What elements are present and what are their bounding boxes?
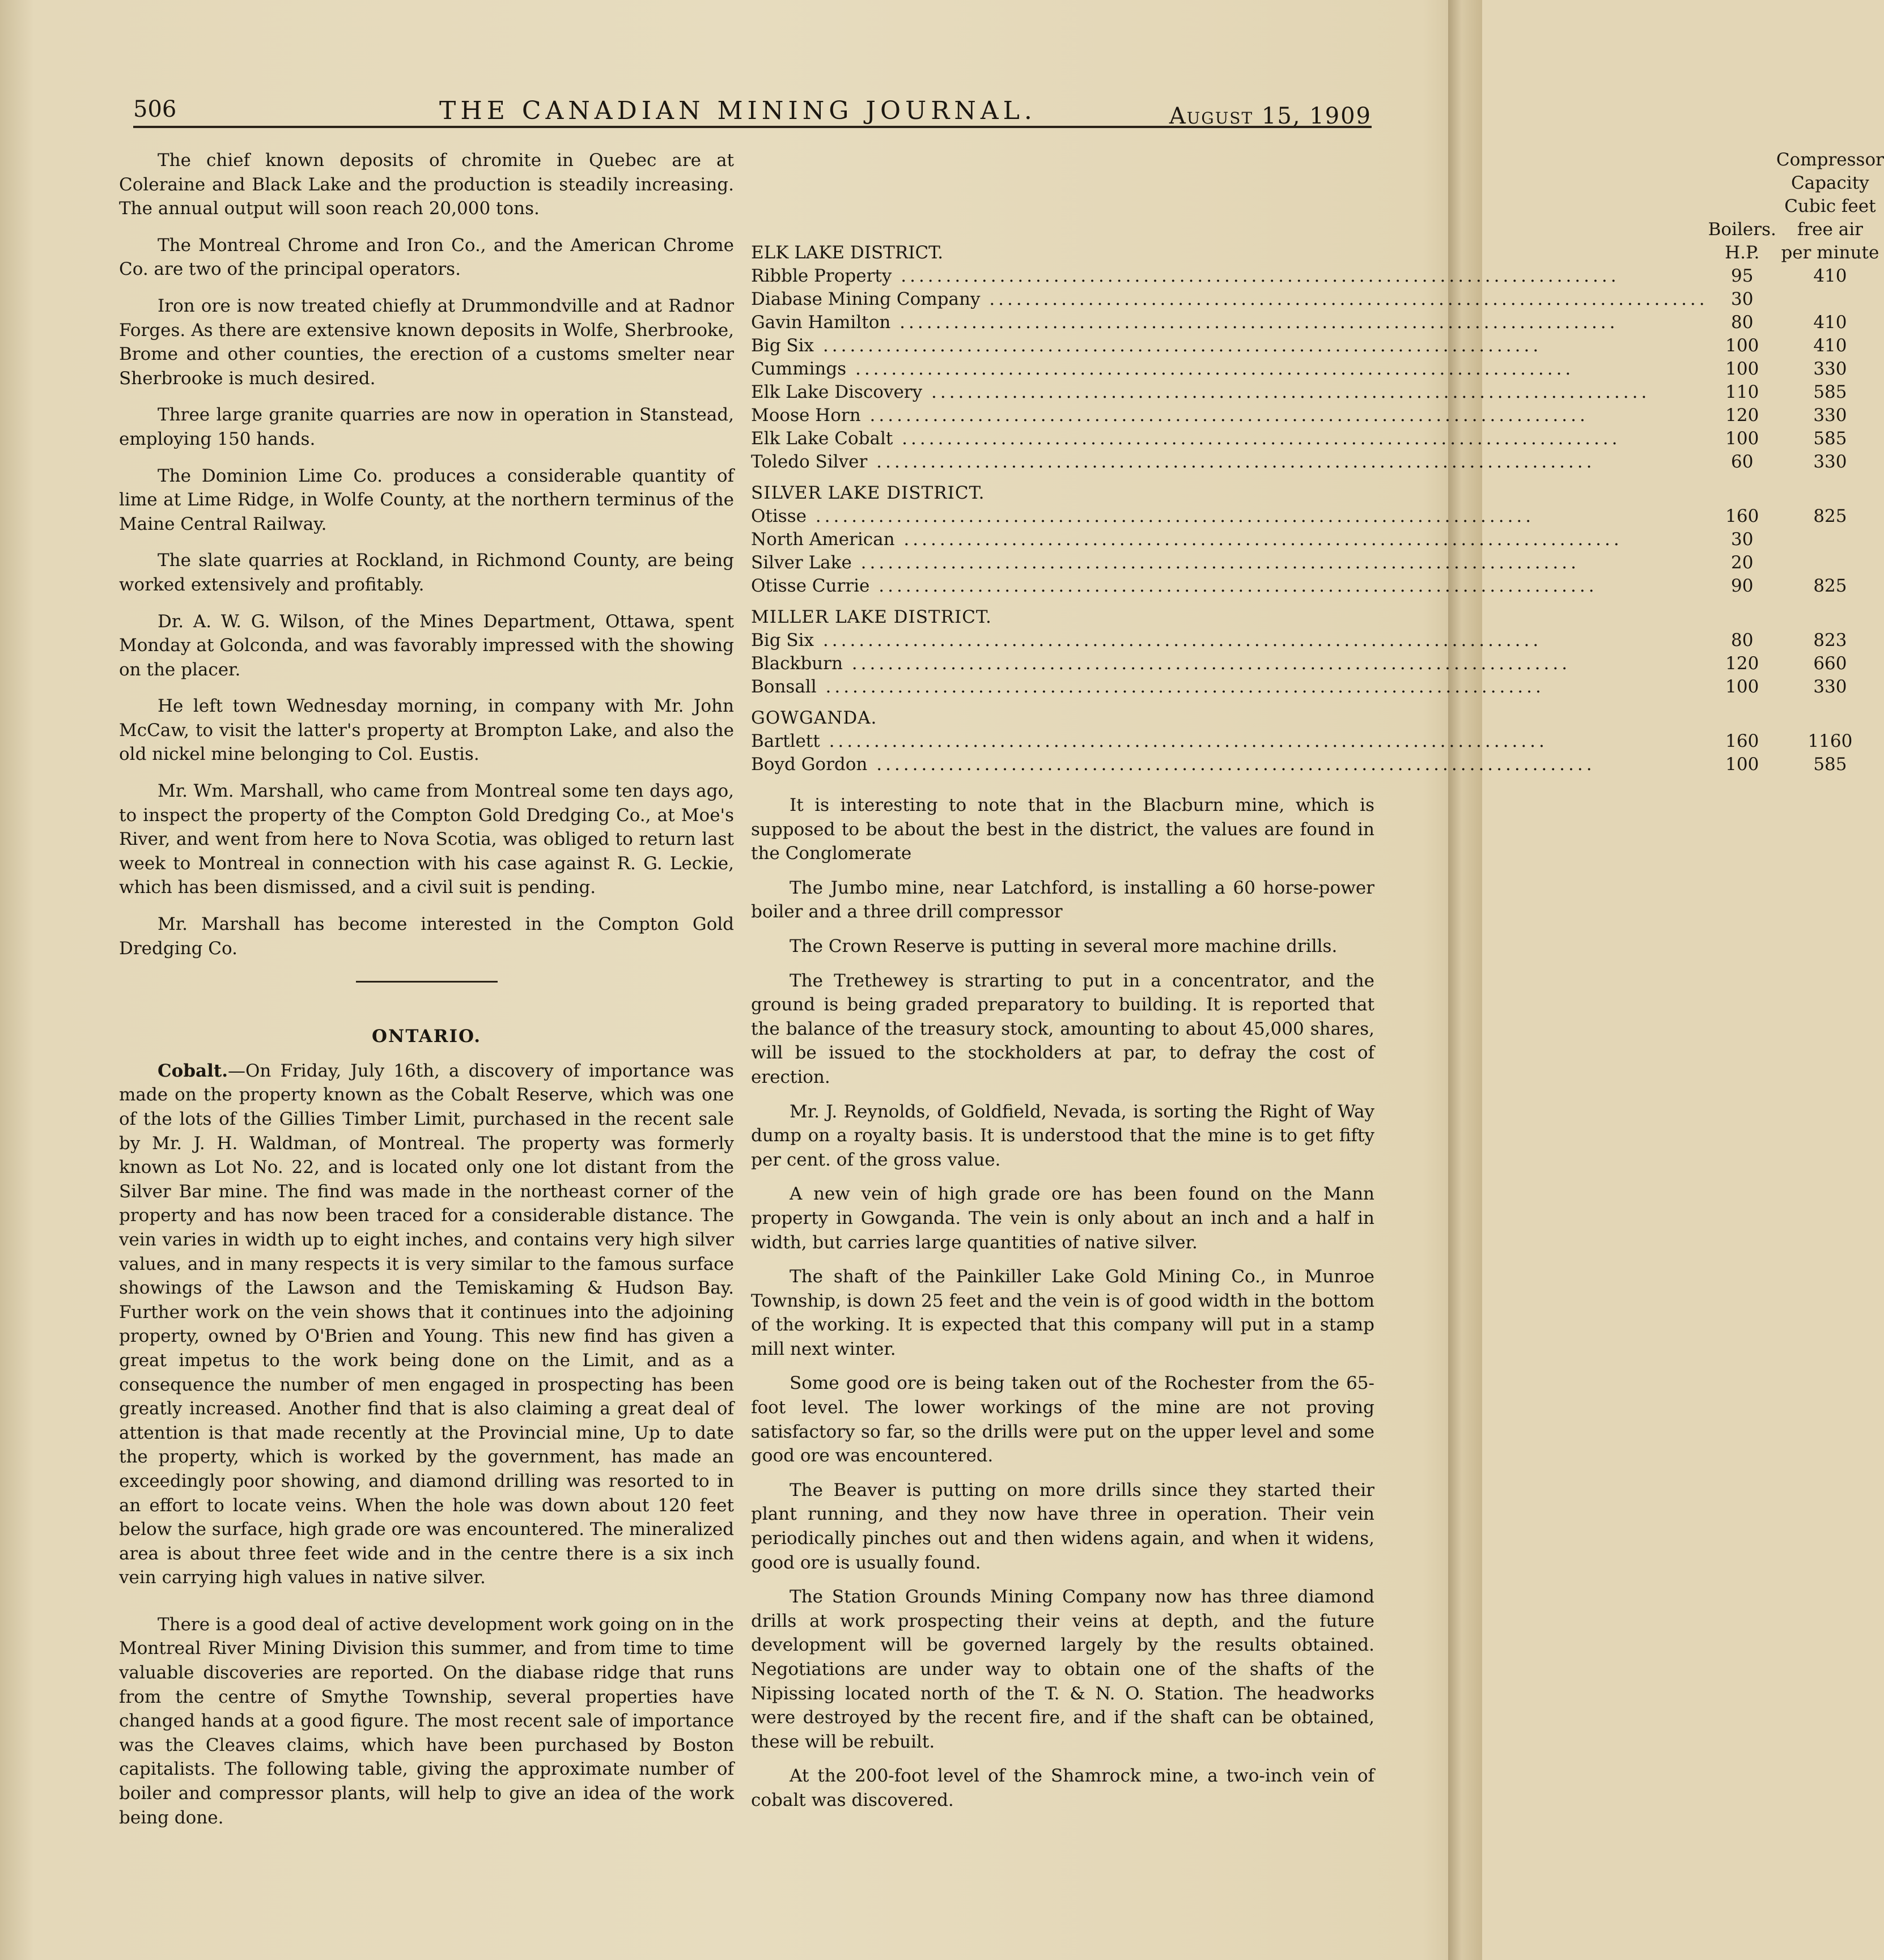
compressor-capacity: 410 <box>1813 266 1847 286</box>
mine-name-cell <box>751 334 1708 358</box>
compressor-capacity: 585 <box>1813 428 1847 449</box>
spacer <box>1708 699 1776 730</box>
paragraph: It is interesting to note that in the Blacburn mine, which is supposed to be about the best in the district, the values are found in the Conglomerate <box>751 795 1374 864</box>
compressor-capacity: 330 <box>1813 359 1847 379</box>
plants-table <box>751 148 1884 776</box>
compressor-capacity: 585 <box>1813 754 1847 775</box>
mine-name: Bonsall <box>751 677 817 697</box>
header-boilers-hp: H.P. <box>1725 243 1760 263</box>
boilers-hp: 100 <box>1725 359 1759 379</box>
spacer <box>1776 699 1884 730</box>
header-compressor-capacity: Capacity <box>1791 173 1869 193</box>
boilers-hp: 95 <box>1731 266 1754 286</box>
header-compressor-capacity: Compressor <box>1776 150 1884 170</box>
compressor-capacity: 410 <box>1813 335 1847 356</box>
right-paragraphs <box>751 793 1374 1813</box>
table-row <box>751 505 1884 528</box>
boilers-hp: 120 <box>1725 405 1759 426</box>
paragraph: At the 200-foot level of the Shamrock mine, a two-inch vein of cobalt was discovered. <box>751 1766 1374 1810</box>
table-header-row <box>751 241 1884 265</box>
header-compressor-capacity: per minute <box>1781 243 1879 263</box>
paragraph: The chief known deposits of chromite in Quebec are at Coleraine and Black Lake and the production is steadily increasing. The annual output will soon reach 20,000 tons. <box>119 150 734 219</box>
table-row <box>751 334 1884 358</box>
boilers-hp: 80 <box>1731 630 1754 651</box>
leader-dots: ................................................................................ <box>851 552 1580 573</box>
mine-name-cell <box>751 381 1708 404</box>
leader-dots: ................................................................................ <box>869 576 1598 596</box>
compressor-capacity: 585 <box>1813 382 1847 402</box>
mine-name-cell <box>751 427 1708 450</box>
table-row <box>751 675 1884 699</box>
leader-dots: ................................................................................ <box>814 630 1542 651</box>
table-row <box>751 629 1884 652</box>
header-boilers-hp <box>1708 172 1776 195</box>
table-row <box>751 404 1884 427</box>
table-row <box>751 288 1884 311</box>
mine-name: Otisse Currie <box>751 576 870 596</box>
paragraph: Mr. Wm. Marshall, who came from Montreal some ten days ago, to inspect the property of the Compton Gold Dredging Co., at Moe's River, and went from here to Nova Scotia, was obliged to return last week to Montreal in connection with his case against R. G. Leckie, which has been dismissed, and a civil suit is pending. <box>119 781 734 898</box>
mine-name-cell <box>751 288 1708 311</box>
compressor-capacity <box>1776 528 1884 551</box>
compressor-capacity: 1160 <box>1807 731 1853 751</box>
header-boilers-hp: Boilers. <box>1708 219 1776 240</box>
leader-dots: ................................................................................ <box>860 405 1589 426</box>
header-boilers-hp <box>1708 195 1776 218</box>
compressor-capacity: 825 <box>1813 576 1847 596</box>
mine-name: Silver Lake <box>751 552 852 573</box>
mine-name: Elk Lake Discovery <box>751 382 923 402</box>
compressor-capacity: 660 <box>1813 653 1847 674</box>
spacer <box>1708 598 1776 629</box>
district-name: MILLER LAKE DISTRICT. <box>751 607 992 627</box>
boilers-hp: 30 <box>1731 289 1754 309</box>
mine-name: Big Six <box>751 335 814 356</box>
mine-name: Toledo Silver <box>751 452 868 472</box>
mine-name: Gavin Hamilton <box>751 312 891 333</box>
paragraph: The Station Grounds Mining Company now has three diamond drills at work prospecting their veins at depth, and the future development will be governed largely by the results obtained. Negotiations are under way to obtain one of the shafts of the Nipissing located north of the T. & N. O. Station. The headworks were destroyed by the recent fire, and if the shaft can be obtained, these will be rebuilt. <box>751 1587 1374 1752</box>
mine-name: Ribble Property <box>751 266 892 286</box>
paragraph-text: —On Friday, July 16th, a discovery of importance was made on the property known as the Cobalt Reserve, which was one of the lots of the Gillies Timber Limit, purchased in the recent sale by Mr. J. H. Waldman, of Montreal. The property was formerly known as Lot No. 22, and is located only one lot distant from the Silver Bar mine. The find was made in the northeast corner of the property and has now been traced for a considerable distance. The vein varies in width up to eight inches, and contains very high silver values, and in many respects it is very similar to the famous surface showings of the Lawson and the Temiskaming & Hudson Bay. Further work on the vein shows that it continues into the adjoining property, owned by O'Brien and Young. This new find has given a great impetus to the work being done on the Limit, and as a consequence the number of men engaged in prospecting has been greatly increased. Another find that is also claiming a great deal of attention is that made recently at the Provincial mine, Up to date the property, which is worked by the government, has made an exceedingly poor showing, and diamond drilling was resorted to in an effort to locate veins. When the hole was down about 120 feet below the surface, high grade ore was encountered. The mineralized area is about three feet wide and in the centre there is a six inch vein carrying high values in native silver. <box>119 1060 734 1588</box>
paragraph: The Trethewey is strarting to put in a concentrator, and the ground is being graded preparatory to building. It is reported that the balance of the treasury stock, amounting to about 45,000 shares, will be issued to the stockholders at par, to defray the cost of erection. <box>751 970 1374 1087</box>
compressor-capacity: 330 <box>1813 452 1847 472</box>
paragraph: The Jumbo mine, near Latchford, is installing a 60 horse-power boiler and a three drill compressor <box>751 877 1374 922</box>
compressor-capacity: 823 <box>1813 630 1847 651</box>
compressor-capacity <box>1776 288 1884 311</box>
table-row <box>751 575 1884 598</box>
section-divider <box>356 981 498 983</box>
leader-dots: ................................................................................ <box>842 653 1571 674</box>
leader-dots: ................................................................................ <box>846 359 1575 379</box>
section-heading: ONTARIO. <box>371 1026 481 1047</box>
table-header-row <box>751 195 1884 218</box>
district-name: GOWGANDA. <box>751 708 877 728</box>
table-header-row <box>751 172 1884 195</box>
boilers-hp: 110 <box>1725 382 1759 402</box>
paragraph: There is a good deal of active development work going on in the Montreal River Mining Division this summer, and from time to time valuable discoveries are reported. On the diabase ridge that runs from the centre of Smythe Township, several properties have changed hands at a good figure. The most recent sale of importance was the Cleaves claims, which have been purchased by Boston capitalists. The following table, giving the approximate number of boiler and compressor plants, will help to give an idea of the work being done. <box>119 1614 734 1828</box>
leader-dots: ................................................................................ <box>814 335 1542 356</box>
leader-dots: ................................................................................ <box>820 731 1548 751</box>
table-header-row <box>751 218 1884 241</box>
paragraph: The Montreal Chrome and Iron Co., and the American Chrome Co. are two of the principal operators. <box>119 235 734 280</box>
compressor-capacity: 330 <box>1813 405 1847 426</box>
page-number: 506 <box>133 96 177 122</box>
journal-title: THE CANADIAN MINING JOURNAL. <box>439 96 1037 125</box>
table-row <box>751 551 1884 575</box>
boilers-hp: 100 <box>1725 677 1759 697</box>
leader-dots: ................................................................................ <box>894 529 1623 550</box>
right-column <box>751 148 1884 1823</box>
leader-dots: ................................................................................ <box>867 754 1596 775</box>
mine-name-cell <box>751 753 1708 776</box>
leader-dots: ................................................................................ <box>806 506 1535 526</box>
header-compressor-capacity: Cubic feet <box>1784 196 1876 216</box>
leader-dots: ................................................................................ <box>980 289 1708 309</box>
district-row <box>751 598 1884 629</box>
page-header <box>133 91 1372 130</box>
paragraph: Mr. Marshall has become interested in the Compton Gold Dredging Co. <box>119 914 734 959</box>
table-row <box>751 652 1884 675</box>
header-spacer <box>751 218 1708 241</box>
mine-name-cell <box>751 311 1708 334</box>
header-compressor-capacity: free air <box>1797 219 1863 240</box>
paragraph: Some good ore is being taken out of the Rochester from the 65-foot level. The lower workings of the mine are not proving satisfactory so far, so the drills were put on the upper level and some good ore was encountered. <box>751 1373 1374 1466</box>
table-row <box>751 450 1884 474</box>
table-row <box>751 730 1884 753</box>
district-row <box>751 474 1884 505</box>
boilers-hp: 90 <box>1731 576 1754 596</box>
table-row <box>751 753 1884 776</box>
district-row <box>751 699 1884 730</box>
mine-name: Otisse <box>751 506 807 526</box>
mine-name: Big Six <box>751 630 814 651</box>
leader-dots: ................................................................................ <box>890 312 1619 333</box>
paragraph: Dr. A. W. G. Wilson, of the Mines Department, Ottawa, spent Monday at Golconda, and was favorably impressed with the showing on the placer. <box>119 611 734 680</box>
leader-dots: ................................................................................ <box>816 677 1544 697</box>
table-row <box>751 427 1884 450</box>
mine-name-cell <box>751 629 1708 652</box>
issue-date: August 15, 1909 <box>1169 103 1372 129</box>
boilers-hp: 60 <box>1731 452 1754 472</box>
mine-name-cell <box>751 505 1708 528</box>
header-spacer <box>751 148 1708 172</box>
table-header-row <box>751 148 1884 172</box>
mine-name-cell <box>751 450 1708 474</box>
leader-dots: ................................................................................ <box>922 382 1650 402</box>
header-spacer <box>751 195 1708 218</box>
table-row <box>751 265 1884 288</box>
district-name: ELK LAKE DISTRICT. <box>751 243 944 263</box>
mine-name-cell <box>751 404 1708 427</box>
header-spacer <box>751 172 1708 195</box>
paragraph: The Beaver is putting on more drills since they started their plant running, and they now have three in operation. Their vein periodically pinches out and then widens again, and when it widens, good ore is usually found. <box>751 1479 1374 1573</box>
boilers-hp: 160 <box>1725 506 1759 526</box>
boilers-hp: 80 <box>1731 312 1754 333</box>
compressor-capacity <box>1776 551 1884 575</box>
mine-name: Bartlett <box>751 731 820 751</box>
compressor-capacity: 410 <box>1813 312 1847 333</box>
mine-name-cell <box>751 675 1708 699</box>
mine-name: Moose Horn <box>751 405 861 426</box>
spacer <box>1708 474 1776 505</box>
mine-name-cell <box>751 358 1708 381</box>
boilers-hp: 100 <box>1725 754 1759 775</box>
compressor-capacity: 825 <box>1813 506 1847 526</box>
leader-dots: ................................................................................ <box>867 452 1596 472</box>
header-rule <box>133 126 1372 128</box>
table-row <box>751 381 1884 404</box>
boilers-hp: 100 <box>1725 428 1759 449</box>
table-row <box>751 528 1884 551</box>
mine-name: Cummings <box>751 359 847 379</box>
paragraph: A new vein of high grade ore has been found on the Mann property in Gowganda. The vein is only about an inch and a half in width, but carries large quantities of native silver. <box>751 1184 1374 1253</box>
boilers-hp: 120 <box>1725 653 1759 674</box>
paragraph-lead: Cobalt. <box>158 1060 228 1081</box>
spacer <box>1776 474 1884 505</box>
mine-name: Blackburn <box>751 653 843 674</box>
boilers-hp: 100 <box>1725 335 1759 356</box>
paragraph: The Crown Reserve is putting in several more machine drills. <box>790 936 1338 956</box>
boilers-hp: 160 <box>1725 731 1759 751</box>
boilers-hp: 20 <box>1731 552 1754 573</box>
mine-name: Boyd Gordon <box>751 754 868 775</box>
mine-name-cell <box>751 551 1708 575</box>
paragraph: Mr. J. Reynolds, of Goldfield, Nevada, is sorting the Right of Way dump on a royalty basis. It is understood that the mine is to get fifty per cent. of the gross value. <box>751 1101 1374 1170</box>
mine-name-cell <box>751 265 1708 288</box>
mine-name-cell <box>751 730 1708 753</box>
paragraph: The shaft of the Painkiller Lake Gold Mining Co., in Munroe Township, is down 25 feet and the vein is of good width in the bottom of the working. It is expected that this company will put in a stamp mill next winter. <box>751 1266 1374 1359</box>
cobalt-paragraph <box>119 1059 734 1590</box>
leader-dots: ................................................................................ <box>893 428 1621 449</box>
mine-name: Elk Lake Cobalt <box>751 428 893 449</box>
compressor-capacity: 330 <box>1813 677 1847 697</box>
paragraph: Three large granite quarries are now in operation in Stanstead, employing 150 hands. <box>119 405 734 449</box>
mine-name: North American <box>751 529 895 550</box>
left-column <box>119 148 734 1842</box>
table-row <box>751 358 1884 381</box>
mine-name: Diabase Mining Company <box>751 289 981 309</box>
leader-dots: ................................................................................ <box>892 266 1620 286</box>
district-name: SILVER LAKE DISTRICT. <box>751 483 985 503</box>
mine-name-cell <box>751 528 1708 551</box>
boilers-hp: 30 <box>1731 529 1754 550</box>
mine-name-cell <box>751 575 1708 598</box>
paragraph: Iron ore is now treated chiefly at Drummondville and at Radnor Forges. As there are extensive known deposits in Wolfe, Sherbrooke, Brome and other counties, the erection of a customs smelter near Sherbrooke is much desired. <box>119 295 734 389</box>
paragraph: The Dominion Lime Co. produces a considerable quantity of lime at Lime Ridge, in Wolfe County, at the northern terminus of the Maine Central Railway. <box>119 465 734 534</box>
spacer <box>1776 598 1884 629</box>
header-boilers-hp <box>1708 148 1776 172</box>
table-row <box>751 311 1884 334</box>
mine-name-cell <box>751 652 1708 675</box>
paragraph: He left town Wednesday morning, in company with Mr. John McCaw, to visit the latter's property at Brompton Lake, and also the old nickel mine belonging to Col. Eustis. <box>119 696 734 765</box>
paragraph: The slate quarries at Rockland, in Richmond County, are being worked extensively and profitably. <box>119 550 734 595</box>
